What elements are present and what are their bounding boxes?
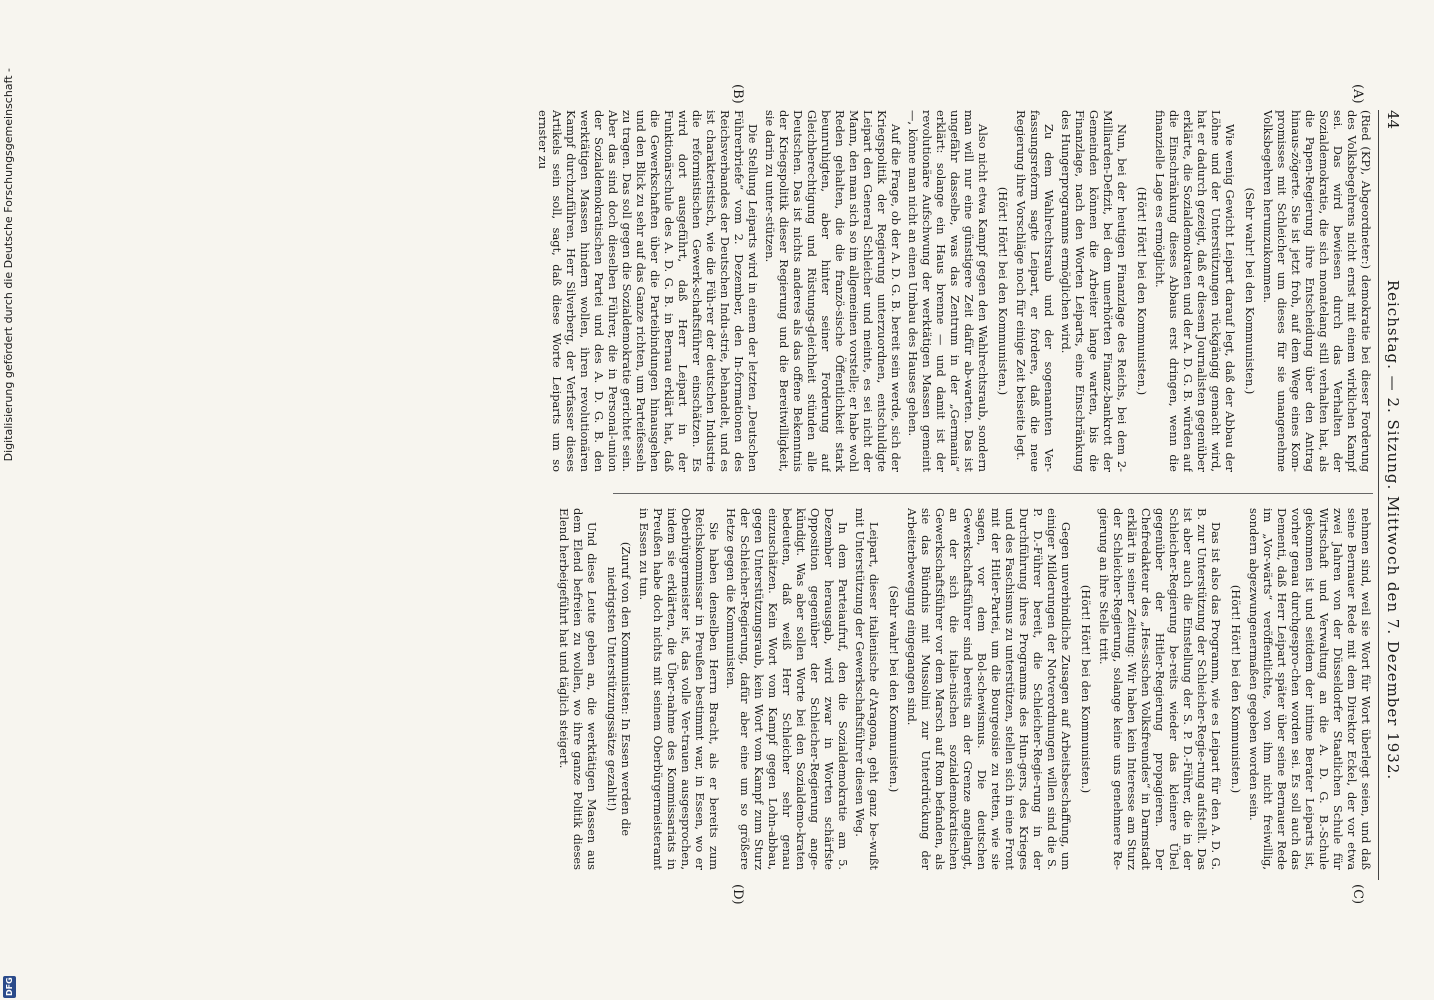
interjection: (Hört! Hört! bei den Kommunisten.) [1229, 584, 1243, 794]
paragraph: nehmen sind, weil sie Wort für Wort überlegt seien, und daß seine Bernauer Rede mit dem Direktor Eckel, der vor etwa zwei Jahren von der Düsseldorfer Staatlichen Schule für Wirtschaft und Verwaltung an die A. D. G. B.-Schule gekommen ist und seitdem der intime Berater Leiparts ist, vorher genau durchgespro-chen worden sei. Es soll auch das Dementi, daß Herr Leipart später über seine Bernauer Rede im „Vor-wärts“ veröffentlichte, von ihm nicht freiwillig, sondern abgezwungenermaßen gegeben worden sein. [1247, 508, 1373, 870]
page-title: Reichstag. — 2. Sitzung. Mittwoch den 7. Dezember 1932. [1384, 279, 1402, 781]
paragraph: Auf die Frage, ob der A. D. G. B. bereit sein werde, sich der Kriegspolitik der Regierung unterzuordnen, entschuldigte Leipart den General Schleicher und meinte, es sei nicht der Mann, den man sich so im allgemeinen vorstelle; er habe wohl Reden gehalten, die die franzö-sische Öffentlichkeit stark beunruhigten, aber hinter seiner Forderung auf Gleichberechtigung und Rüstungs-gleichheit stünden alle Deutschen. Das ist nichts anderes als das offene Bekenntnis der Kriegspolitik dieser Regierung und die Bereitwilligkeit, sie darin zu unter-stützen. [763, 110, 903, 472]
header-rule [1378, 110, 1379, 880]
paragraph: (Ried (KP), Abgeordneter:) demokratie bei dieser Forderung des Volksbegehrens nicht ernst mit einem wirklichen Kampf sei. Das wird bewiesen durch das Verhalten der Sozialdemokratie, die sich monatelang still verhalten hat, als die Papen-Regierung ihre Entscheidung über den Antrag hinaus-zögerte. Sie ist jetzt froh, auf dem Wege eines Kom-promisses mit Schleicher um dieses für sie unangenehme Volksbegehren herumzukommen. [1261, 110, 1373, 472]
page-header [1381, 110, 1405, 880]
paragraph: Nun, bei der heutigen Finanzlage des Reichs, bei dem 2-Milliarden-Defizit, bei dem unerhörten Finanz-bankrott der Gemeinden können die Arbeiter lange warten, bis die Finanzlage, nach den Worten Leiparts, eine Einschränkung des Hungerprogramms ermöglichen wird. [1059, 110, 1129, 472]
digitization-credit [2, 8, 18, 996]
paragraph: Also nicht etwa Kampf gegen den Wahlrechtsraub, sondern man will nur eine günstigere Zeit dafür ab-warten. Das ist ungefähr dasselbe, was das Zentrum in der „Germania“ erklärt: solange ein Haus brenne — und damit ist der revolutionäre Aufschwung der werktätigen Massen gemeint —, könne man nicht an einen Umbau des Hauses gehen. [906, 110, 990, 472]
paragraph: Und diese Leute geben an, die werktätigen Massen aus dem Elend befreien zu wollen, wo ihre ganze Politik dieses Elend herbeigeführt hat und täglich steigert. [557, 508, 599, 870]
left-column [133, 110, 1373, 472]
interjection: (Hört! Hört! bei den Kommunisten.) [1079, 584, 1093, 794]
interjection: (Sehr wahr! bei den Kommunisten.) [1243, 187, 1257, 395]
interjection: (Sehr wahr! bei den Kommunisten.) [887, 585, 901, 793]
paragraph: Wie wenig Gewicht Leipart darauf legt, daß der Abbau der Löhne und der Unterstützungen rückgängig gemacht wird, hat er dadurch gezeigt, daß er diesem Journalisten gegenüber erklärte, die Sozialdemokraten und der A. D. G. B. würden auf die Einschränkung dieses Abbaus erst dringen, wenn die finanzielle Lage es ermöglicht. [1153, 110, 1237, 472]
interjection: (Hört! Hört! bei den Kommunisten.) [1135, 186, 1149, 396]
margin-marker-c: (C) [1350, 884, 1365, 905]
interjection: (Zuruf von den Kommunisten: In Essen werden die niedrigsten Unterstützungssätze gezahlt!) [605, 541, 633, 837]
margin-marker-a: (A) [1350, 84, 1365, 104]
paragraph: Zu dem Wahlrechtsraub und der sogenannten Ver-fassungsreform sagte Leipart, er fordere, daß die neue Regierung ihre Vorschläge noch für einige Zeit beiseite legt. [1014, 110, 1056, 472]
paragraph: Sie haben denselben Herrn Bracht, als er bereits zum Reichskommissar in Preußen bestimmt war, in Essen, wo er Oberbürgermeister ist, das volle Ver-trauen ausgesprochen, indem sie erklärten, die Über-nahme des Kommissariats in Preußen habe doch nichts mit seinem Oberbürgermeisteramt in Essen zu tun. [637, 508, 721, 870]
document-page [115, 84, 1405, 905]
dfg-credit-text: Digitalisierung gefördert durch die Deutsche Forschungsgemeinschaft - [2, 68, 15, 462]
paragraph: In dem Parteiaufruf, den die Sozialdemokratie am 5. Dezember herausgab, wird zwar in Worten schärfste Opposition gegenüber der Schleicher-Regierung ange-kündigt. Was aber sollen Worte bei den Sozialdemo-kraten bedeuten, daß weiß Herr Schleicher sehr genau einzuschätzen. Kein Wort vom Kampf gegen Lohn-abbau, gegen Unterstützungsraub, kein Wort vom Kampf zum Sturz der Schleicher-Regierung, dafür aber eine um so größere Hetze gegen die Kommunisten. [724, 508, 850, 870]
paragraph: Die Stellung Leiparts wird in einem der letzten „Deutschen Führerbriefe“ vom 2. Dezember, den In-formationen des Reichsverbandes der Deutschen Indu-strie, behandelt, und es ist charakteristisch, wie die Füh-rer der deutschen Industrie die reformistischen Gewerk-schaftsführer einschätzen. Es wird dort ausgeführt, daß Herr Leipart in der Funktionärschule des A. D. G. B. in Bernau erklärt hat, daß die Gewerkschaften über die Parteibindungen hinausgehen und den Blick zu sehr auf das Ganze richten, um Parteifesseln zu tragen. Das soll gegen die Sozialdemokratie gerichtet sein. Aber das sind doch dieselben Führer, die in Personal-union der Sozialdemokratischen Partei und des A. D. G. B. den werktätigen Massen hindern wollen, ihren revolutionären Kampf durchzuführen. Herr Silverberg, der Verfasser dieses Artikels sein soll, sagt, daß diese Worte Leiparts um so ernster zu [536, 110, 760, 472]
paragraph: Leipart, dieser italienische d'Aragona, geht ganz be-wußt mit Unterstützung der Gewerkschaftsführer diesen Weg. [853, 508, 881, 870]
paragraph: Das ist also das Programm, wie es Leipart für den A. D. G. B. zur Unterstützung der Schleicher-Regie-rung aufstellt. Das ist aber auch die Einstellung der S. P. D.-Führer, die in der Schleicher-Regierung be-reits wieder das kleinere Übel gegenüber der Hitler-Regierung propagieren. Der Chefredakteur des „Hes-sischen Volksfreundes“ in Darmstadt erklärt in seiner Zeitung: Wir haben kein Interesse am Sturz der Schleicher-Regierung, solange keine uns genehmere Re-gierung an ihre Stelle tritt. [1097, 508, 1223, 870]
right-column [133, 508, 1373, 870]
page-number: 44 [1384, 110, 1402, 130]
interjection: (Hört! Hört! bei den Kommunisten.) [996, 186, 1010, 396]
dfg-logo: DFG [5, 977, 14, 997]
column-divider [613, 493, 1373, 494]
margin-marker-d: (D) [730, 884, 745, 905]
margin-marker-b: (B) [730, 84, 745, 104]
paragraph: Gegen unverbindliche Zusagen auf Arbeitsbeschaffung, um einiger Milderungen der Notverordnungen willen sind die S. P. D.-Führer bereit, die Schleicher-Regie-rung in der Durchführung ihres Programms des Hun-gers, des Krieges und des Faschismus zu unterstützen, stellen sich in eine Front mit der Hitler-Partei, um die Bourgeoisie zu retten, wie sie sagen, vor dem Bol-schewismus. Die deutschen Gewerkschaftsführer sind bereits an der Grenze angelangt, an der sich die italie-nischen sozialdemokratischen Gewerkschaftsführer vor dem Marsch auf Rom befanden, als sie das Bündnis mit Mussolini zur Unterdrückung der Arbeiterbewegung eingegangen sind. [905, 508, 1073, 870]
